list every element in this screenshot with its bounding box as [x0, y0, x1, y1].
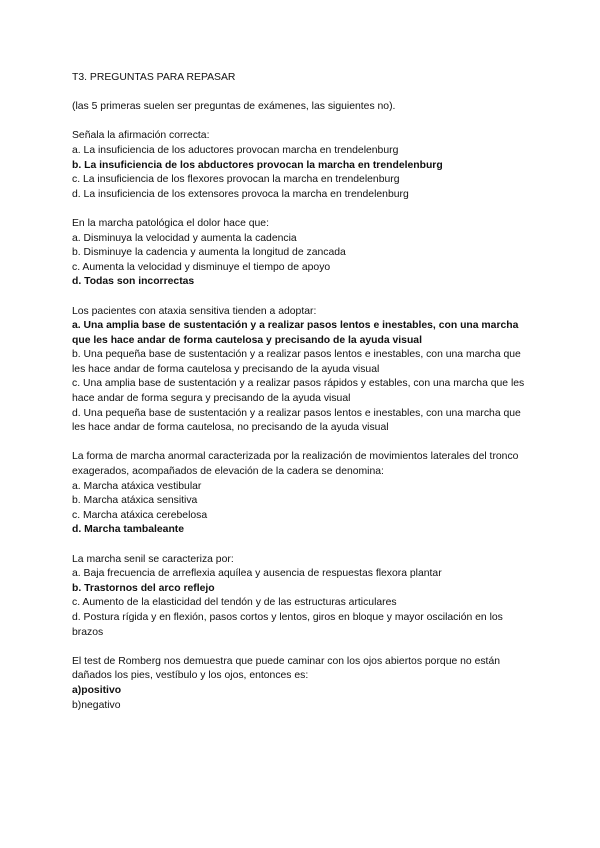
question-1: [72, 129, 532, 202]
question-stem: Señala la afirmación correcta:: [72, 130, 210, 142]
question-stem: El test de Romberg nos demuestra que puede caminar con los ojos abiertos porque no están dañados los pies, vestíbulo y los ojos, entonces es:: [72, 655, 501, 682]
option-c: c. Marcha atáxica cerebelosa: [72, 509, 208, 521]
option-d-correct: d. Todas son incorrectas: [72, 276, 195, 288]
option-d: d. Una pequeña base de sustentación y a realizar pasos lentos e inestables, con una marcha que les hace andar de forma cautelosa, no precisando de la ayuda visual: [72, 407, 521, 434]
question-4: [72, 450, 532, 538]
option-d: d. La insuficiencia de los extensores provoca la marcha en trendelenburg: [72, 188, 409, 200]
option-a: a. Disminuya la velocidad y aumenta la cadencia: [72, 232, 297, 244]
option-a: a. Baja frecuencia de arreflexia aquílea y ausencia de respuestas flexora plantar: [72, 568, 442, 580]
option-c: c. Aumento de la elasticidad del tendón y de las estructuras articulares: [72, 597, 397, 609]
option-a: a. Marcha atáxica vestibular: [72, 480, 202, 492]
option-a: a. La insuficiencia de los aductores provocan marcha en trendelenburg: [72, 144, 399, 156]
spacer: [72, 290, 532, 305]
document-note: (las 5 primeras suelen ser preguntas de exámenes, las siguientes no).: [72, 101, 396, 113]
option-a-correct: a. Una amplia base de sustentación y a realizar pasos lentos e inestables, con una marcha que les hace andar de forma cautelosa y precisando de la ayuda visual: [72, 320, 519, 346]
question-stem: En la marcha patológica el dolor hace que:: [72, 217, 269, 229]
question-stem: La forma de marcha anormal caracterizada por la realización de movimientos laterales del tronco exagerados, acompañados de elevación de la cadera se denomina:: [72, 451, 519, 478]
option-b: b. Marcha atáxica sensitiva: [72, 495, 198, 507]
option-d: d. Postura rígida y en flexión, pasos cortos y lentos, giros en bloque y mayor oscilación en los brazos: [72, 611, 503, 638]
spacer: [72, 115, 532, 130]
document-page: [72, 71, 532, 713]
question-3: [72, 305, 532, 436]
option-b: b)negativo: [72, 699, 121, 711]
option-c: c. Una amplia base de sustentación y a realizar pasos rápidos y estables, con una marcha que les hace andar de forma segura y precisando de la ayuda visual: [72, 378, 525, 405]
option-b-correct: b. Trastornos del arco reflejo: [72, 582, 215, 594]
question-stem: La marcha senil se caracteriza por:: [72, 553, 234, 565]
spacer: [72, 202, 532, 217]
spacer: [72, 86, 532, 101]
spacer: [72, 538, 532, 553]
spacer: [72, 436, 532, 451]
option-c: c. Aumenta la velocidad y disminuye el tiempo de apoyo: [72, 261, 331, 273]
question-2: [72, 217, 532, 290]
option-d-correct: d. Marcha tambaleante: [72, 524, 185, 536]
question-stem: Los pacientes con ataxia sensitiva tienden a adoptar:: [72, 305, 317, 317]
question-6: [72, 655, 532, 713]
option-b-correct: b. La insuficiencia de los abductores provocan la marcha en trendelenburg: [72, 159, 443, 171]
question-5: [72, 553, 532, 641]
option-b: b. Disminuye la cadencia y aumenta la longitud de zancada: [72, 247, 346, 259]
option-a-correct: a)positivo: [72, 684, 122, 696]
spacer: [72, 640, 532, 655]
document-title: T3. PREGUNTAS PARA REPASAR: [72, 72, 236, 83]
option-b: b. Una pequeña base de sustentación y a realizar pasos lentos e inestables, con una marcha que les hace andar de forma cautelosa y precisando de la ayuda visual: [72, 349, 521, 375]
option-c: c. La insuficiencia de los flexores provocan la marcha en trendelenburg: [72, 174, 400, 186]
